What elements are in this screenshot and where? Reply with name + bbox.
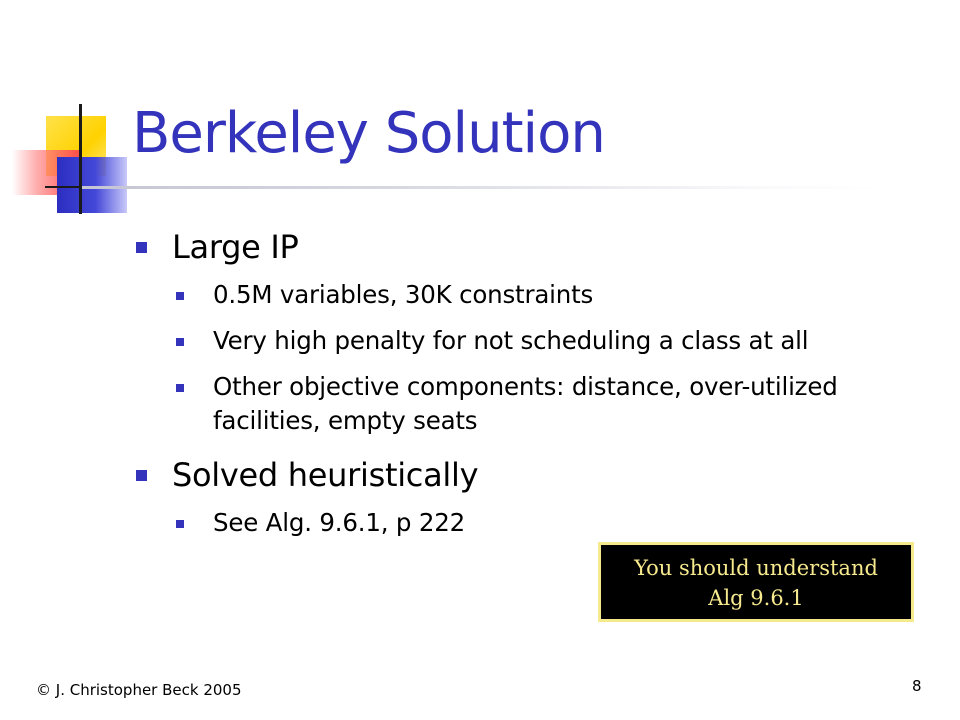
title-underline [82, 186, 882, 189]
sub-bullet-penalty [176, 324, 856, 358]
callout-box [598, 542, 914, 622]
sub-bullet-variables [176, 278, 856, 312]
footer-copyright: © J. Christopher Beck 2005 [36, 681, 242, 699]
decorative-logo [0, 0, 140, 230]
bullet-list [136, 222, 856, 540]
bullet-large-ip [136, 222, 856, 272]
slide-title: Berkeley Solution [132, 101, 605, 166]
callout-line-2: Alg 9.6.1 [708, 586, 804, 610]
sub-bullet-text: Other objective components: distance, over-utilized facilities, empty seats [213, 372, 838, 435]
logo-vertical-line [79, 104, 82, 214]
square-bullet-icon [136, 242, 147, 253]
small-square-bullet-icon [176, 292, 184, 300]
sub-bullet-text: Very high penalty for not scheduling a class at all [213, 326, 809, 355]
bullet-text: Solved heuristically [172, 456, 479, 494]
sub-bullet-see-alg [176, 506, 856, 540]
logo-blue-square [57, 157, 127, 213]
square-bullet-icon [136, 470, 147, 481]
sub-bullet-text: 0.5M variables, 30K constraints [213, 280, 594, 309]
sub-bullet-text: See Alg. 9.6.1, p 222 [213, 508, 465, 537]
small-square-bullet-icon [176, 384, 184, 392]
callout-line-1: You should understand [634, 556, 878, 580]
bullet-solved-heuristically [136, 450, 856, 500]
sub-bullet-objective [176, 370, 856, 438]
page-number: 8 [912, 677, 922, 695]
bullet-text: Large IP [172, 228, 299, 266]
small-square-bullet-icon [176, 338, 184, 346]
small-square-bullet-icon [176, 520, 184, 528]
